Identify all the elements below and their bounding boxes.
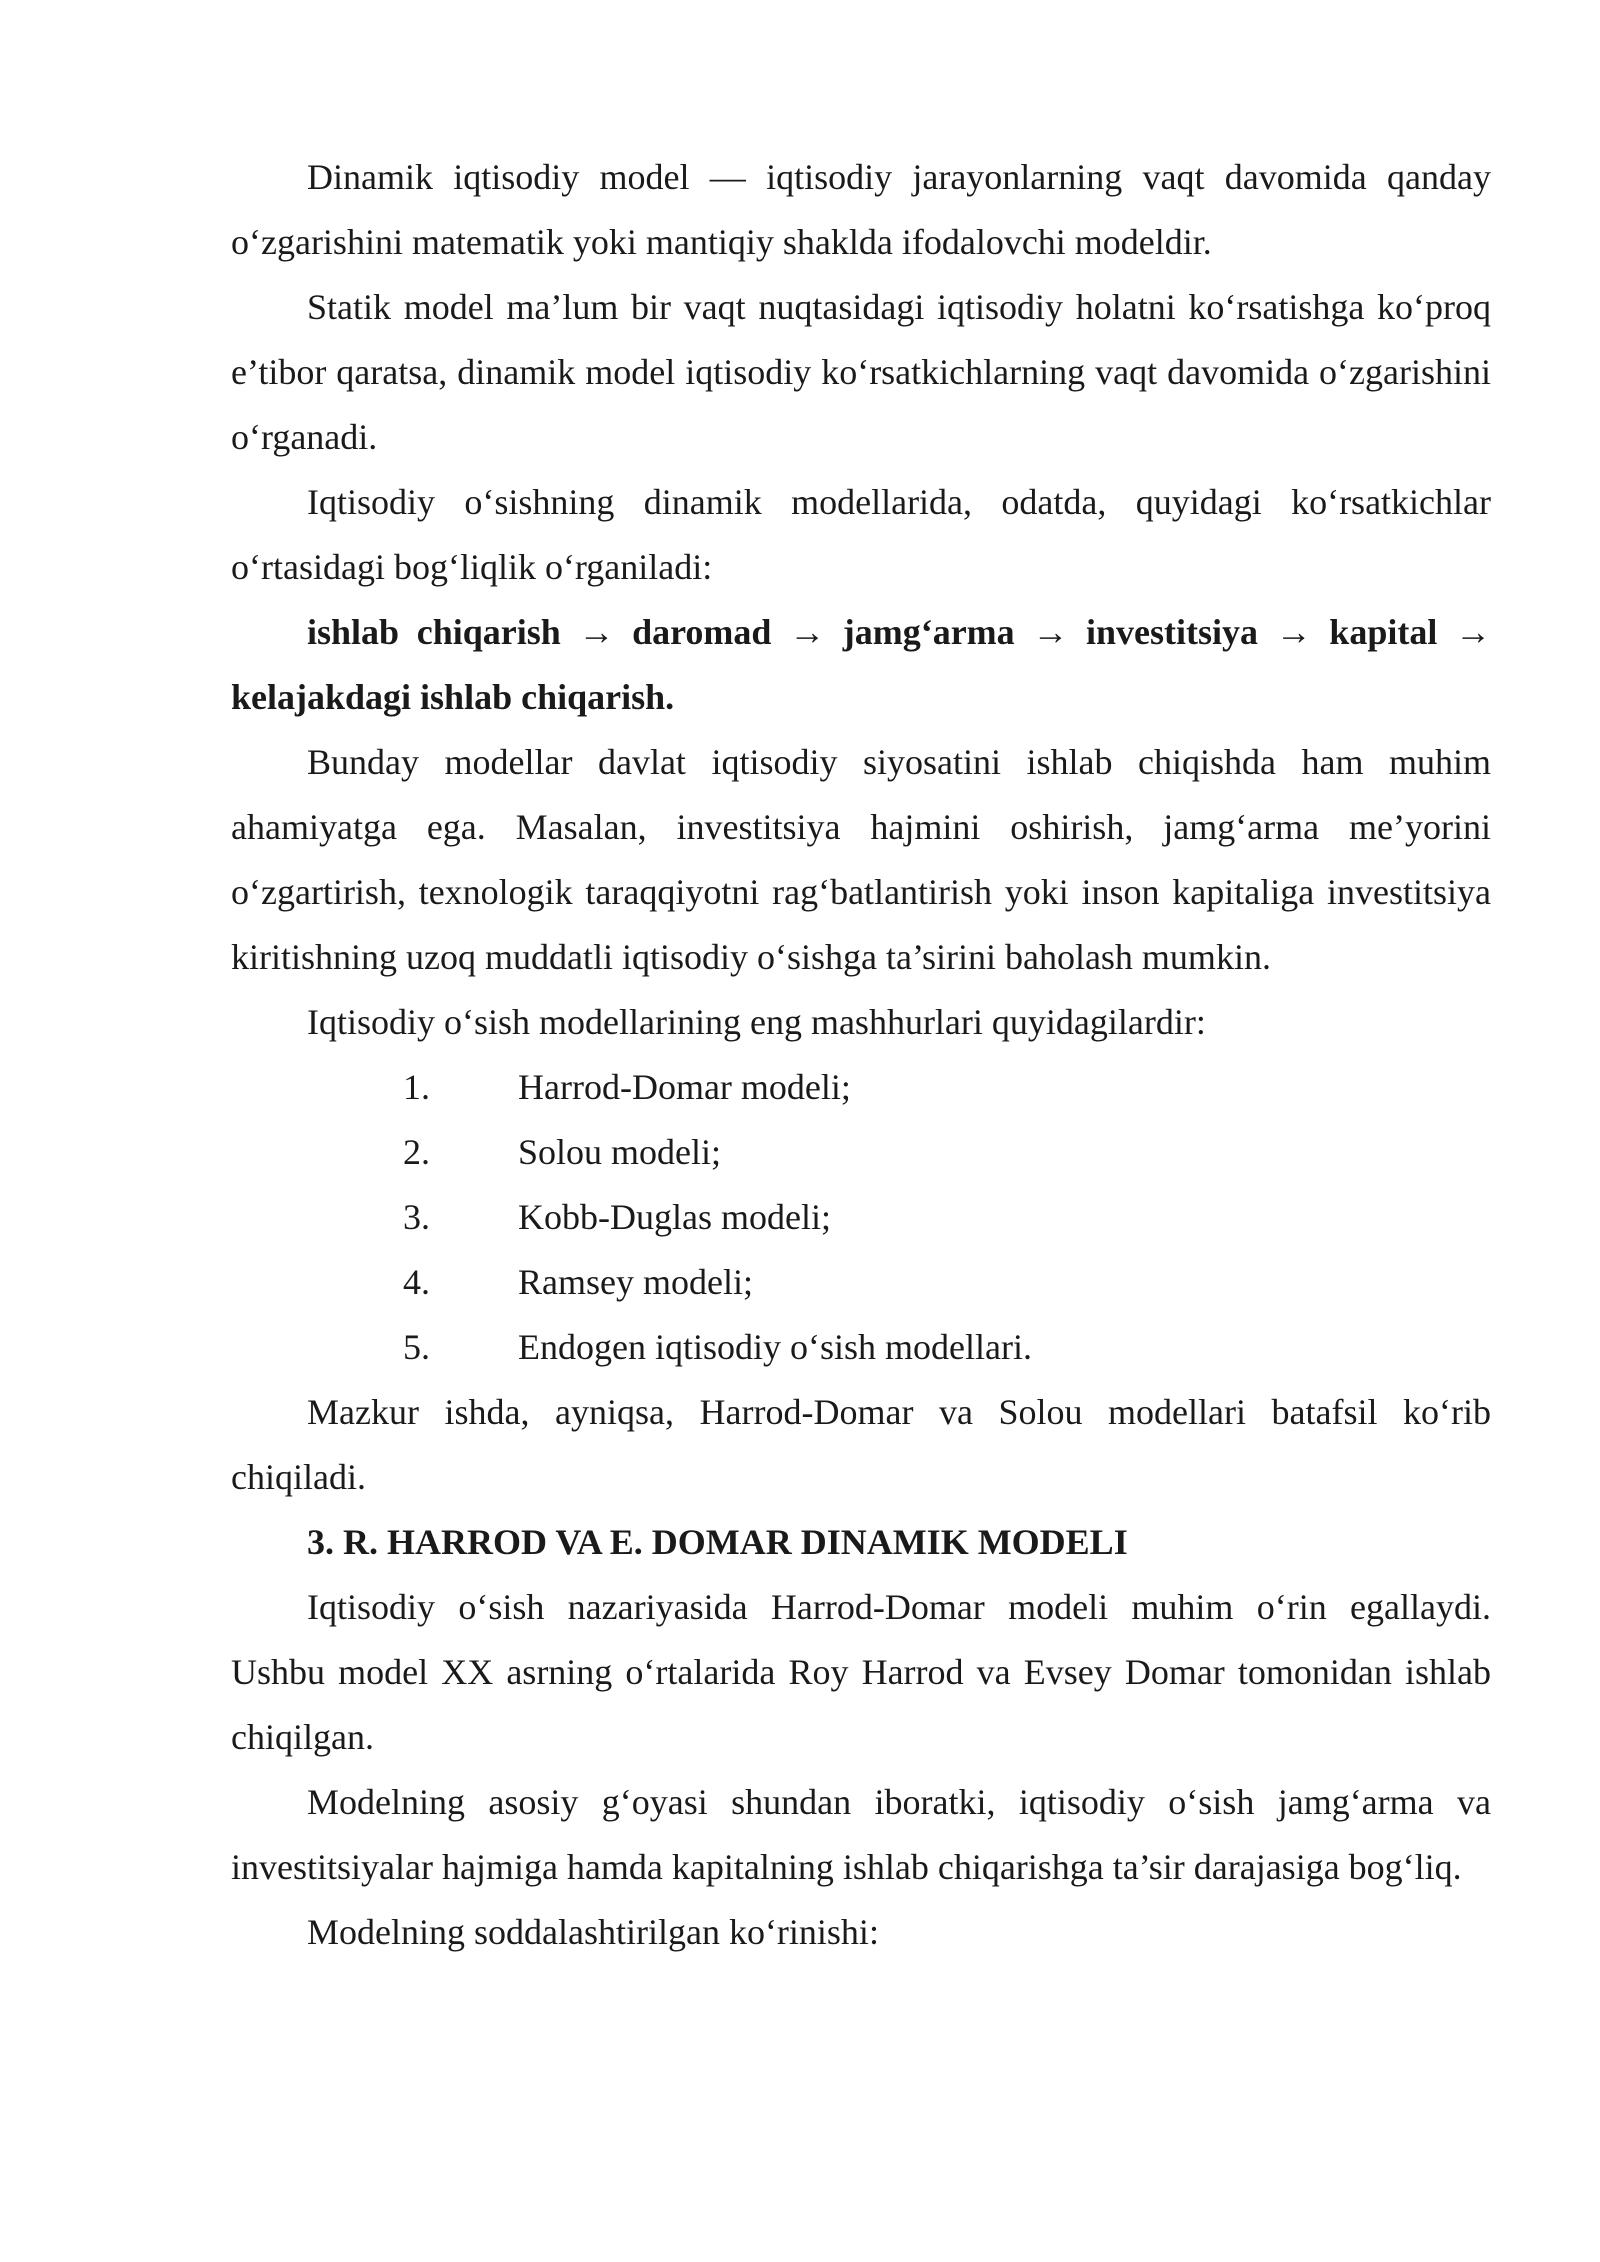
list-item-number: 4.: [403, 1262, 430, 1302]
section-heading: 3. R. HARROD VA E. DOMAR DINAMIK MODELI: [307, 1522, 1128, 1562]
list-item-number: 5.: [403, 1327, 430, 1367]
paragraph-definition: Dinamik iqtisodiy model — iqtisodiy jarayonlarning vaqt davomida qanday o‘zgarishini matematik yoki mantiqiy shaklda ifodalovchi modeldir.: [231, 157, 1491, 262]
paragraph-main-idea: Modelning asosiy g‘oyasi shundan iboratki, iqtisodiy o‘sish jamg‘arma va investitsiyalar hajmiga hamda kapitalning ishlab chiqarishga ta’sir darajasiga bog‘liq.: [231, 1782, 1491, 1887]
list-item-text: Kobb-Duglas modeli;: [518, 1197, 831, 1237]
list-item-text: Solou modeli;: [518, 1132, 722, 1172]
list-item-number: 2.: [403, 1132, 430, 1172]
paragraph-policy-importance: Bunday modellar davlat iqtisodiy siyosatini ishlab chiqishda ham muhim ahamiyatga ega. Masalan, investitsiya hajmini oshirish, jamg‘arma me’yorini o‘zgartirish, texnologik taraqqiyotni rag‘batlantirish yoki inson kapitaliga investitsiya kiritishning uzoq muddatli iqtisodiy o‘sishga ta’sirini baholash mumkin.: [231, 742, 1491, 977]
paragraph-static-vs-dynamic: Statik model ma’lum bir vaqt nuqtasidagi iqtisodiy holatni ko‘rsatishga ko‘proq e’tibor qaratsa, dinamik model iqtisodiy ko‘rsatkichlarning vaqt davomida o‘zgarishini o‘rganadi.: [231, 287, 1491, 457]
paragraph-scope: Mazkur ishda, ayniqsa, Harrod-Domar va Solou modellari batafsil ko‘rib chiqiladi.: [231, 1392, 1491, 1497]
paragraph-simplified-form: Modelning soddalashtirilgan ko‘rinishi:: [307, 1912, 879, 1952]
list-item-text: Harrod-Domar modeli;: [518, 1067, 851, 1107]
list-item: [231, 1055, 1491, 1120]
paragraph-models-intro: Iqtisodiy o‘sish modellarining eng mashhurlari quyidagilardir:: [307, 1002, 1206, 1042]
list-item: [231, 1250, 1491, 1315]
list-item-number: 3.: [403, 1197, 430, 1237]
paragraph-production-chain: ishlab chiqarish → daromad → jamg‘arma → investitsiya → kapital → kelajakdagi ishlab chiqarish.: [231, 612, 1491, 717]
list-item: [231, 1315, 1491, 1380]
paragraph-indicators-intro: Iqtisodiy o‘sishning dinamik modellarida, odatda, quyidagi ko‘rsatkichlar o‘rtasidagi bog‘liqlik o‘rganiladi:: [231, 482, 1491, 587]
paragraph-harrod-domar-intro: Iqtisodiy o‘sish nazariyasida Harrod-Domar modeli muhim o‘rin egallaydi. Ushbu model XX asrning o‘rtalarida Roy Harrod va Evsey Domar tomonidan ishlab chiqilgan.: [231, 1587, 1491, 1757]
list-item: [231, 1120, 1491, 1185]
list-item-number: 1.: [403, 1067, 430, 1107]
list-item-text: Endogen iqtisodiy o‘sish modellari.: [518, 1327, 1032, 1367]
document-page: [231, 145, 1491, 1965]
list-item-text: Ramsey modeli;: [518, 1262, 753, 1302]
growth-models-list: [231, 1055, 1491, 1380]
list-item: [231, 1185, 1491, 1250]
